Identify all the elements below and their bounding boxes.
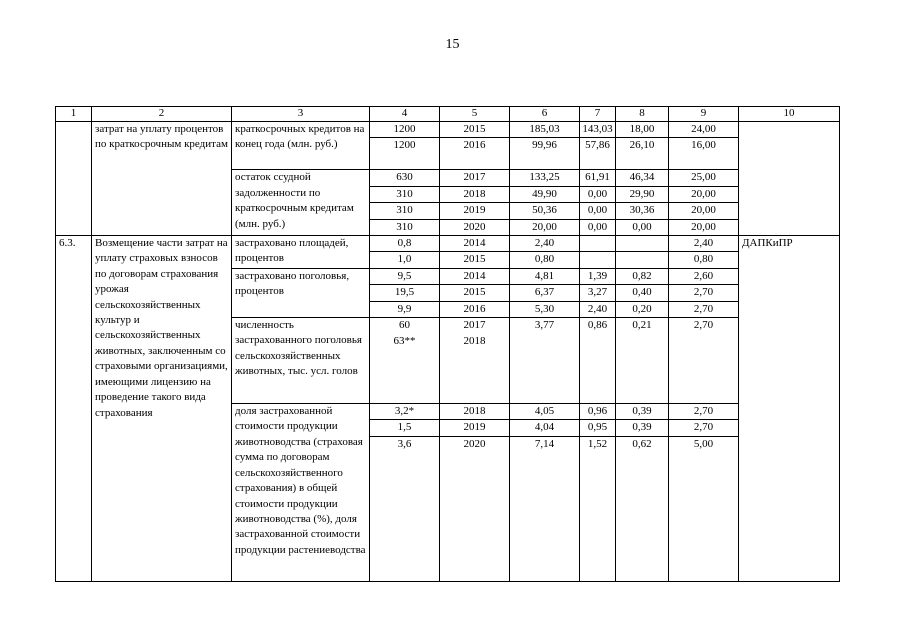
value-cell <box>616 236 669 252</box>
value-cell: 2,60 <box>669 268 739 284</box>
value-cell: 30,36 <box>616 203 669 219</box>
value-cell: 57,86 <box>580 138 616 170</box>
value-cell: 1,52 <box>580 436 616 581</box>
value-cell: 2019 <box>440 420 510 436</box>
value-cell: 46,34 <box>616 170 669 186</box>
value-cell: 1,39 <box>580 268 616 284</box>
indicator-name: застраховано поголовья, процентов <box>232 268 370 317</box>
value-cell: 60 <box>370 318 440 334</box>
value-cell: 310 <box>370 203 440 219</box>
value-cell: 2,70 <box>669 301 739 317</box>
value-cell: 0,82 <box>616 268 669 284</box>
column-header: 5 <box>440 107 510 122</box>
value-cell: 0,00 <box>580 186 616 202</box>
table-row <box>56 122 840 138</box>
column-header: 10 <box>739 107 840 122</box>
indicator-name: краткосрочных кредитов на конец года (млн. руб.) <box>232 122 370 170</box>
value-cell: 2020 <box>440 436 510 581</box>
value-cell: 5,00 <box>669 436 739 581</box>
value-cell: 2018 <box>440 404 510 420</box>
value-cell: 0,80 <box>669 252 739 268</box>
value-cell: 2017 <box>440 318 510 334</box>
column-header: 8 <box>616 107 669 122</box>
indicator-name: остаток ссудной задолженности по краткосрочным кредитам (млн. руб.) <box>232 170 370 236</box>
column-header: 9 <box>669 107 739 122</box>
value-cell: 185,03 <box>510 122 580 138</box>
value-cell: 0,00 <box>580 203 616 219</box>
value-cell <box>669 334 739 404</box>
value-cell: 19,5 <box>370 285 440 301</box>
indicator-name: численность застрахованного поголовья сельскохозяйственных животных, тыс. усл. голов <box>232 318 370 404</box>
value-cell: 2015 <box>440 285 510 301</box>
value-cell: 2015 <box>440 252 510 268</box>
value-cell: 2,70 <box>669 285 739 301</box>
value-cell: 2018 <box>440 334 510 404</box>
executor-cell <box>739 122 840 236</box>
column-header: 4 <box>370 107 440 122</box>
value-cell: 0,86 <box>580 318 616 334</box>
value-cell: 0,80 <box>510 252 580 268</box>
value-cell: 2015 <box>440 122 510 138</box>
value-cell: 4,05 <box>510 404 580 420</box>
value-cell: 3,2* <box>370 404 440 420</box>
value-cell: 20,00 <box>669 186 739 202</box>
value-cell: 3,27 <box>580 285 616 301</box>
value-cell: 1200 <box>370 138 440 170</box>
value-cell: 6,37 <box>510 285 580 301</box>
value-cell: 2014 <box>440 236 510 252</box>
value-cell: 2019 <box>440 203 510 219</box>
value-cell: 310 <box>370 219 440 235</box>
value-cell: 2,70 <box>669 318 739 334</box>
table-row <box>56 236 840 252</box>
value-cell: 0,39 <box>616 420 669 436</box>
value-cell: 0,8 <box>370 236 440 252</box>
value-cell: 5,30 <box>510 301 580 317</box>
value-cell: 0,95 <box>580 420 616 436</box>
value-cell: 3,6 <box>370 436 440 581</box>
column-header: 2 <box>92 107 232 122</box>
value-cell: 16,00 <box>669 138 739 170</box>
value-cell: 0,62 <box>616 436 669 581</box>
column-header: 3 <box>232 107 370 122</box>
executor-cell: ДАПКиПР <box>739 236 840 582</box>
value-cell: 2020 <box>440 219 510 235</box>
value-cell: 63** <box>370 334 440 404</box>
value-cell: 1,0 <box>370 252 440 268</box>
value-cell: 49,90 <box>510 186 580 202</box>
value-cell: 29,90 <box>616 186 669 202</box>
value-cell: 0,00 <box>616 219 669 235</box>
value-cell: 26,10 <box>616 138 669 170</box>
measure-description: Возмещение части затрат на уплату страховых взносов по договорам страхования урожая сельскохозяйственных культур и сельскохозяйственных животных, заключенным со страховыми организациями, имеющими лицензию на проведение такого вида страхования <box>92 236 232 582</box>
value-cell: 0,96 <box>580 404 616 420</box>
value-cell: 2,70 <box>669 420 739 436</box>
value-cell: 0,39 <box>616 404 669 420</box>
value-cell: 20,00 <box>669 219 739 235</box>
value-cell: 9,9 <box>370 301 440 317</box>
value-cell: 7,14 <box>510 436 580 581</box>
value-cell: 2,40 <box>510 236 580 252</box>
page-number: 15 <box>445 37 460 52</box>
value-cell: 4,81 <box>510 268 580 284</box>
indicator-name: доля застрахованной стоимости продукции животноводства (страховая сумма по договорам сельскохозяйственного страхования) в общей стоимости продукции животноводства (%), доля застрахованной стоимости продукции растениеводства <box>232 404 370 582</box>
value-cell <box>580 236 616 252</box>
number-cell <box>56 122 92 236</box>
column-header: 7 <box>580 107 616 122</box>
value-cell: 143,03 <box>580 122 616 138</box>
value-cell: 2018 <box>440 186 510 202</box>
value-cell: 2016 <box>440 138 510 170</box>
column-header: 6 <box>510 107 580 122</box>
header-row <box>56 107 840 122</box>
section-number: 6.3. <box>56 236 92 582</box>
value-cell: 18,00 <box>616 122 669 138</box>
value-cell: 0,21 <box>616 318 669 334</box>
value-cell: 20,00 <box>510 219 580 235</box>
column-header: 1 <box>56 107 92 122</box>
value-cell: 2,40 <box>580 301 616 317</box>
value-cell: 61,91 <box>580 170 616 186</box>
value-cell: 20,00 <box>669 203 739 219</box>
value-cell: 0,40 <box>616 285 669 301</box>
program-table <box>55 106 840 582</box>
value-cell: 50,36 <box>510 203 580 219</box>
value-cell: 24,00 <box>669 122 739 138</box>
value-cell: 2017 <box>440 170 510 186</box>
value-cell <box>580 334 616 404</box>
value-cell: 0,00 <box>580 219 616 235</box>
value-cell <box>510 334 580 404</box>
value-cell: 1,5 <box>370 420 440 436</box>
value-cell: 2014 <box>440 268 510 284</box>
value-cell: 1200 <box>370 122 440 138</box>
indicator-name: застраховано площадей, процентов <box>232 236 370 269</box>
value-cell: 2016 <box>440 301 510 317</box>
value-cell <box>616 252 669 268</box>
value-cell: 2,40 <box>669 236 739 252</box>
value-cell: 9,5 <box>370 268 440 284</box>
measure-description: затрат на уплату процентов по краткосрочным кредитам <box>92 122 232 236</box>
value-cell: 4,04 <box>510 420 580 436</box>
value-cell: 133,25 <box>510 170 580 186</box>
value-cell: 25,00 <box>669 170 739 186</box>
value-cell: 3,77 <box>510 318 580 334</box>
value-cell: 310 <box>370 186 440 202</box>
value-cell: 99,96 <box>510 138 580 170</box>
value-cell: 630 <box>370 170 440 186</box>
value-cell <box>616 334 669 404</box>
value-cell <box>580 252 616 268</box>
value-cell: 0,20 <box>616 301 669 317</box>
value-cell: 2,70 <box>669 404 739 420</box>
